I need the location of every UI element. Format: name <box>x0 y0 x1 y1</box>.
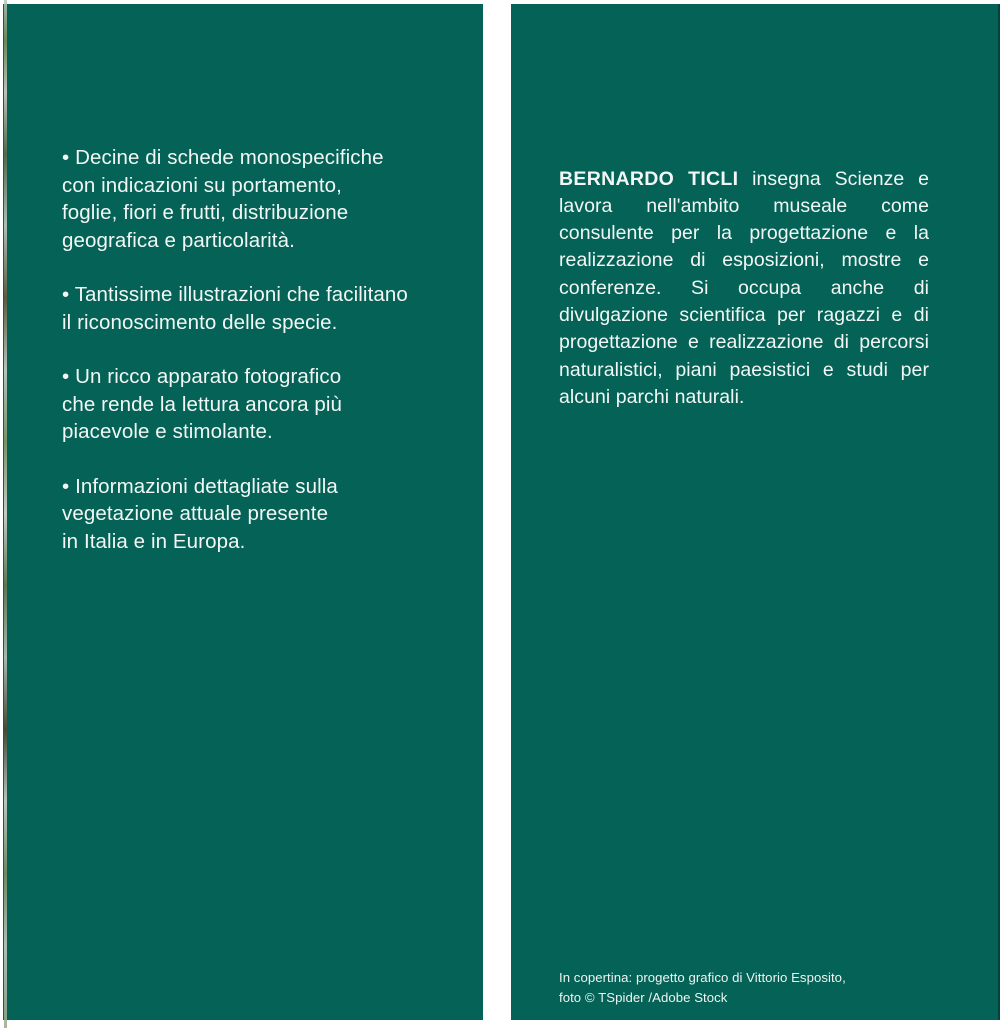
list-item <box>62 144 462 254</box>
left-edge-artifact <box>4 0 7 1028</box>
list-item <box>62 363 462 446</box>
bullet-line: che rende la lettura ancora più <box>62 392 343 416</box>
bullet-line: • Un ricco apparato fotografico <box>62 365 342 388</box>
bullet-line: piacevole e stimolante. <box>62 420 273 443</box>
author-name: BERNARDO TICLI <box>559 167 739 190</box>
flap-panel <box>511 4 998 1020</box>
list-item <box>62 473 462 556</box>
bullet-line: foglie, fiori e frutti, distribuzione <box>62 201 349 224</box>
author-bio-text: insegna Scienze e lavora nell'ambito museale come consulente per la progettazione e la realizzazione di esposizioni, mostre e conferenze. Si occupa anche di divulgazione scientifica per ragazzi e di progettazione e realizzazione di percorsi naturalistici, piani paesistici e studi per alcuni parchi naturali. <box>559 167 929 408</box>
list-item <box>62 281 462 336</box>
credits-line: foto © TSpider /Adobe Stock <box>559 990 728 1005</box>
bullet-line: • Decine di schede monospecifiche <box>62 146 384 169</box>
bullet-line: il riconoscimento delle specie. <box>62 310 338 334</box>
bullet-line: in Italia e in Europa. <box>62 529 246 553</box>
bullet-line: • Informazioni dettagliate sulla <box>62 474 338 498</box>
author-biography <box>559 166 929 412</box>
bullet-line: con indicazioni su portamento, <box>62 173 342 197</box>
bullet-line: • Tantissime illustrazioni che facilitano <box>62 283 408 306</box>
feature-bullet-list <box>62 144 462 555</box>
credits-line: In copertina: progetto grafico di Vittorio Esposito, <box>559 970 846 985</box>
cover-credits <box>559 968 929 1008</box>
spine-divider <box>483 0 511 1028</box>
bullet-line: geografica e particolarità. <box>62 228 295 252</box>
bullet-line: vegetazione attuale presente <box>62 502 329 525</box>
